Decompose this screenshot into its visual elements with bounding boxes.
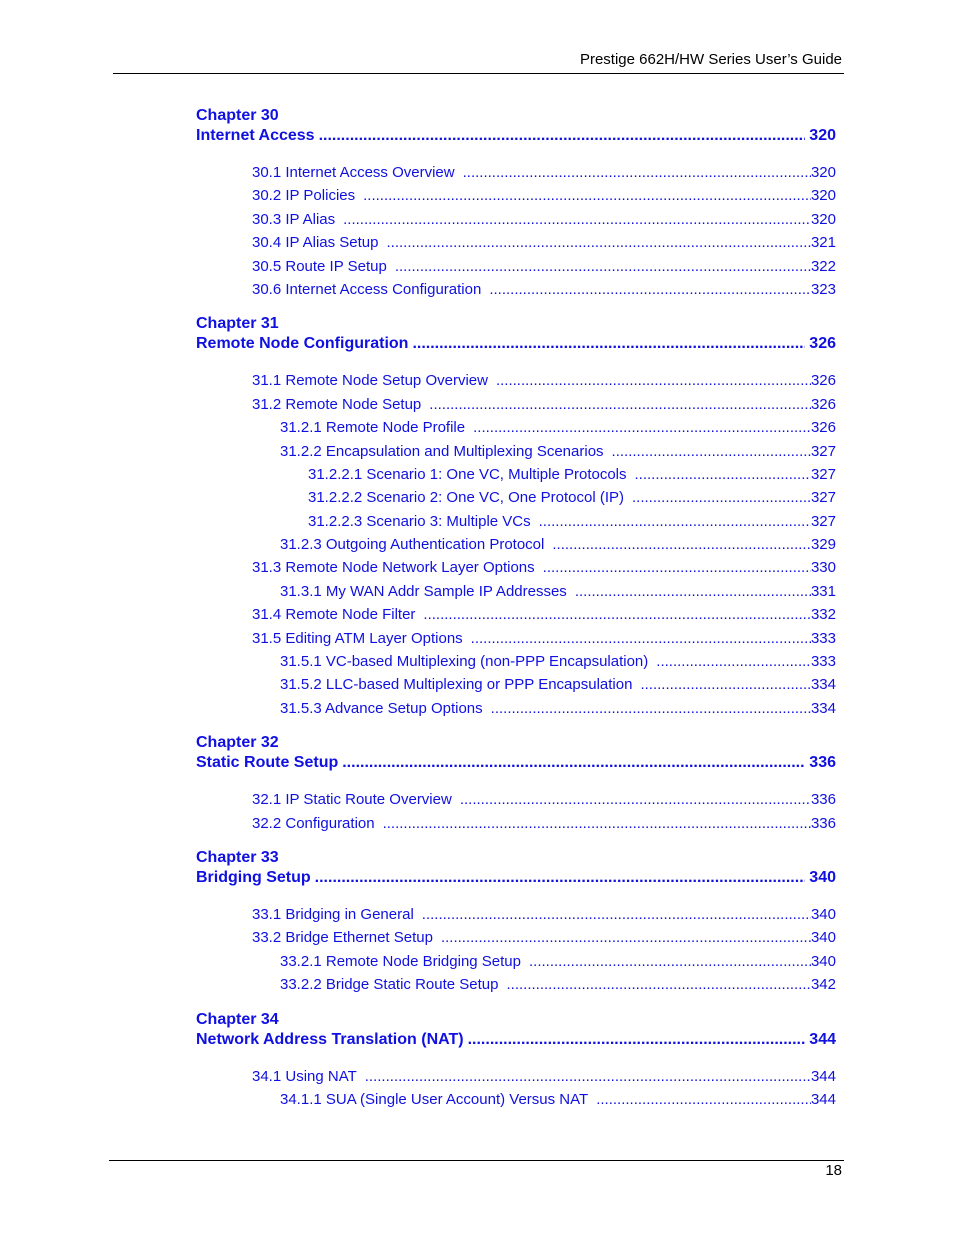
toc-entry-link[interactable] (196, 184, 836, 207)
toc-entry-link[interactable] (196, 1065, 836, 1088)
entry-page-number: 326 (810, 395, 836, 413)
chapter-block (196, 733, 836, 835)
entry-title: 33.2.1 Remote Node Bridging Setup (280, 952, 521, 970)
entry-page-number: 326 (810, 372, 836, 390)
toc-entry-link[interactable] (196, 673, 836, 696)
chapter-title: Bridging Setup (196, 868, 311, 886)
entry-page-number: 320 (810, 164, 836, 181)
dot-leader (463, 161, 811, 184)
chapter-title-link[interactable] (196, 334, 836, 354)
entry-title: 33.2 Bridge Ethernet Setup (252, 929, 433, 947)
toc-entry-link[interactable] (196, 440, 836, 463)
chapter-label-link[interactable]: Chapter 32 (196, 734, 279, 752)
entry-title: 30.1 Internet Access Overview (252, 164, 455, 181)
chapter-block (196, 314, 836, 720)
toc-entry-link[interactable] (196, 161, 836, 184)
dot-leader (632, 486, 811, 509)
chapter-title: Remote Node Configuration (196, 335, 409, 353)
chapter-label-link[interactable]: Chapter 33 (196, 848, 279, 866)
entry-title: 34.1 Using NAT (252, 1067, 357, 1085)
section-list (196, 1065, 836, 1112)
entry-page-number: 340 (810, 952, 836, 970)
dot-leader (496, 369, 811, 392)
entry-title: 31.5.1 VC-based Multiplexing (non-PPP Encapsulation) (280, 653, 649, 671)
entry-page-number: 334 (810, 676, 836, 694)
dot-leader (491, 697, 811, 720)
page-header-title: Prestige 662H/HW Series User’s Guide (579, 51, 842, 68)
toc-entry-link[interactable] (196, 926, 836, 949)
toc-entry-link[interactable] (196, 510, 836, 533)
entry-title: 31.5 Editing ATM Layer Options (252, 629, 463, 647)
dot-leader (342, 753, 805, 773)
dot-leader (552, 533, 811, 556)
dot-leader (640, 673, 811, 696)
section-list (196, 788, 836, 835)
chapter-title-link[interactable] (196, 1030, 836, 1050)
entry-page-number: 327 (810, 442, 836, 460)
dot-leader (383, 812, 811, 835)
chapter-label-link[interactable]: Chapter 30 (196, 107, 279, 124)
entry-title: 33.2.2 Bridge Static Route Setup (280, 976, 499, 994)
toc-entry-link[interactable] (196, 650, 836, 673)
dot-leader (412, 334, 805, 354)
entry-title: 31.2 Remote Node Setup (252, 395, 422, 413)
entry-title: 30.3 IP Alias (252, 210, 336, 228)
dot-leader (423, 603, 811, 626)
entry-title: 31.2.2.1 Scenario 1: One VC, Multiple Protocols (308, 465, 627, 483)
entry-page-number: 323 (810, 280, 836, 298)
entry-page-number: 322 (810, 257, 836, 275)
entry-title: 31.3 Remote Node Network Layer Options (252, 559, 535, 577)
entry-page-number: 333 (810, 629, 836, 647)
dot-leader (429, 393, 811, 416)
dot-leader (319, 126, 806, 146)
chapter-title: Network Address Translation (NAT) (196, 1030, 464, 1048)
toc-entry-link[interactable] (196, 416, 836, 439)
chapter-block (196, 106, 836, 301)
entry-title: 31.4 Remote Node Filter (252, 606, 416, 624)
entry-title: 31.2.2.3 Scenario 3: Multiple VCs (308, 512, 531, 530)
section-list (196, 903, 836, 997)
toc-entry-link[interactable] (196, 278, 836, 301)
entry-page-number: 340 (810, 929, 836, 947)
entry-page-number: 334 (810, 699, 836, 717)
toc-entry-link[interactable] (196, 533, 836, 556)
entry-title: 34.1.1 SUA (Single User Account) Versus NAT (280, 1090, 589, 1108)
entry-page-number: 320 (810, 187, 836, 205)
toc-entry-link[interactable] (196, 627, 836, 650)
toc-entry-link[interactable] (196, 231, 836, 254)
dot-leader (386, 231, 810, 254)
chapter-page-number: 344 (809, 1030, 836, 1048)
dot-leader (471, 627, 811, 650)
dot-leader (656, 650, 811, 673)
toc-entry-link[interactable] (196, 903, 836, 926)
chapter-label-link[interactable]: Chapter 34 (196, 1010, 279, 1028)
entry-title: 30.2 IP Policies (252, 187, 356, 205)
toc-entry-link[interactable] (196, 486, 836, 509)
dot-leader (489, 278, 811, 301)
toc-entry-link[interactable] (196, 556, 836, 579)
chapter-title-link[interactable] (196, 126, 836, 146)
entry-page-number: 342 (810, 976, 836, 994)
table-of-contents (196, 106, 836, 1124)
section-list (196, 369, 836, 720)
entry-page-number: 336 (810, 791, 836, 809)
chapter-block (196, 848, 836, 997)
toc-entry-link[interactable] (196, 463, 836, 486)
dot-leader (395, 255, 811, 278)
chapter-title: Static Route Setup (196, 754, 339, 772)
dot-leader (543, 556, 811, 579)
entry-title: 30.6 Internet Access Configuration (252, 280, 482, 298)
dot-leader (315, 868, 806, 888)
toc-entry-link[interactable] (196, 788, 836, 811)
entry-title: 30.4 IP Alias Setup (252, 234, 379, 252)
toc-entry-link[interactable] (196, 603, 836, 626)
header-rule (113, 73, 844, 74)
chapter-page-number: 336 (809, 754, 836, 772)
chapter-label-link[interactable]: Chapter 31 (196, 315, 279, 333)
entry-title: 32.2 Configuration (252, 814, 375, 832)
toc-entry-link[interactable] (196, 973, 836, 996)
entry-page-number: 340 (810, 905, 836, 923)
dot-leader (506, 973, 810, 996)
footer-rule (109, 1160, 844, 1161)
page-number: 18 (825, 1162, 842, 1179)
chapter-title: Internet Access (196, 127, 315, 144)
entry-page-number: 333 (810, 653, 836, 671)
entry-title: 31.3.1 My WAN Addr Sample IP Addresses (280, 582, 567, 600)
entry-page-number: 332 (810, 606, 836, 624)
toc-entry-link[interactable] (196, 255, 836, 278)
entry-page-number: 320 (810, 210, 836, 228)
dot-leader (365, 1065, 811, 1088)
entry-title: 33.1 Bridging in General (252, 905, 414, 923)
toc-entry-link[interactable] (196, 697, 836, 720)
entry-title: 31.2.1 Remote Node Profile (280, 419, 466, 437)
dot-leader (363, 184, 811, 207)
entry-title: 32.1 IP Static Route Overview (252, 791, 452, 809)
dot-leader (529, 950, 811, 973)
dot-leader (635, 463, 811, 486)
toc-entry-link[interactable] (196, 369, 836, 392)
chapter-page-number: 320 (809, 127, 836, 144)
section-list (196, 161, 836, 301)
dot-leader (460, 788, 811, 811)
entry-title: 31.2.2 Encapsulation and Multiplexing Scenarios (280, 442, 604, 460)
entry-page-number: 344 (810, 1067, 836, 1085)
entry-title: 31.5.2 LLC-based Multiplexing or PPP Encapsulation (280, 676, 633, 694)
chapter-page-number: 340 (809, 868, 836, 886)
entry-page-number: 321 (810, 234, 836, 252)
dot-leader (422, 903, 811, 926)
entry-page-number: 327 (810, 465, 836, 483)
entry-page-number: 329 (810, 536, 836, 554)
chapter-title-link[interactable] (196, 753, 836, 773)
dot-leader (468, 1030, 806, 1050)
dot-leader (612, 440, 811, 463)
entry-title: 31.2.2.2 Scenario 2: One VC, One Protocol (IP) (308, 489, 624, 507)
entry-page-number: 327 (810, 512, 836, 530)
toc-entry-link[interactable] (196, 393, 836, 416)
dot-leader (539, 510, 811, 533)
entry-title: 31.2.3 Outgoing Authentication Protocol (280, 536, 545, 554)
entry-page-number: 336 (810, 814, 836, 832)
chapter-block (196, 1010, 836, 1112)
dot-leader (473, 416, 811, 439)
toc-entry-link[interactable] (196, 208, 836, 231)
dot-leader (441, 926, 811, 949)
entry-title: 31.5.3 Advance Setup Options (280, 699, 483, 717)
entry-page-number: 327 (810, 489, 836, 507)
entry-title: 30.5 Route IP Setup (252, 257, 387, 275)
toc-entry-link[interactable] (196, 950, 836, 973)
entry-title: 31.1 Remote Node Setup Overview (252, 372, 488, 390)
entry-page-number: 344 (810, 1090, 836, 1108)
entry-page-number: 331 (810, 582, 836, 600)
dot-leader (343, 208, 811, 231)
dot-leader (575, 580, 811, 603)
chapter-title-link[interactable] (196, 868, 836, 888)
dot-leader (596, 1088, 811, 1111)
toc-entry-link[interactable] (196, 1088, 836, 1111)
toc-entry-link[interactable] (196, 812, 836, 835)
toc-entry-link[interactable] (196, 580, 836, 603)
entry-page-number: 330 (810, 559, 836, 577)
chapter-page-number: 326 (809, 335, 836, 353)
entry-page-number: 326 (810, 419, 836, 437)
